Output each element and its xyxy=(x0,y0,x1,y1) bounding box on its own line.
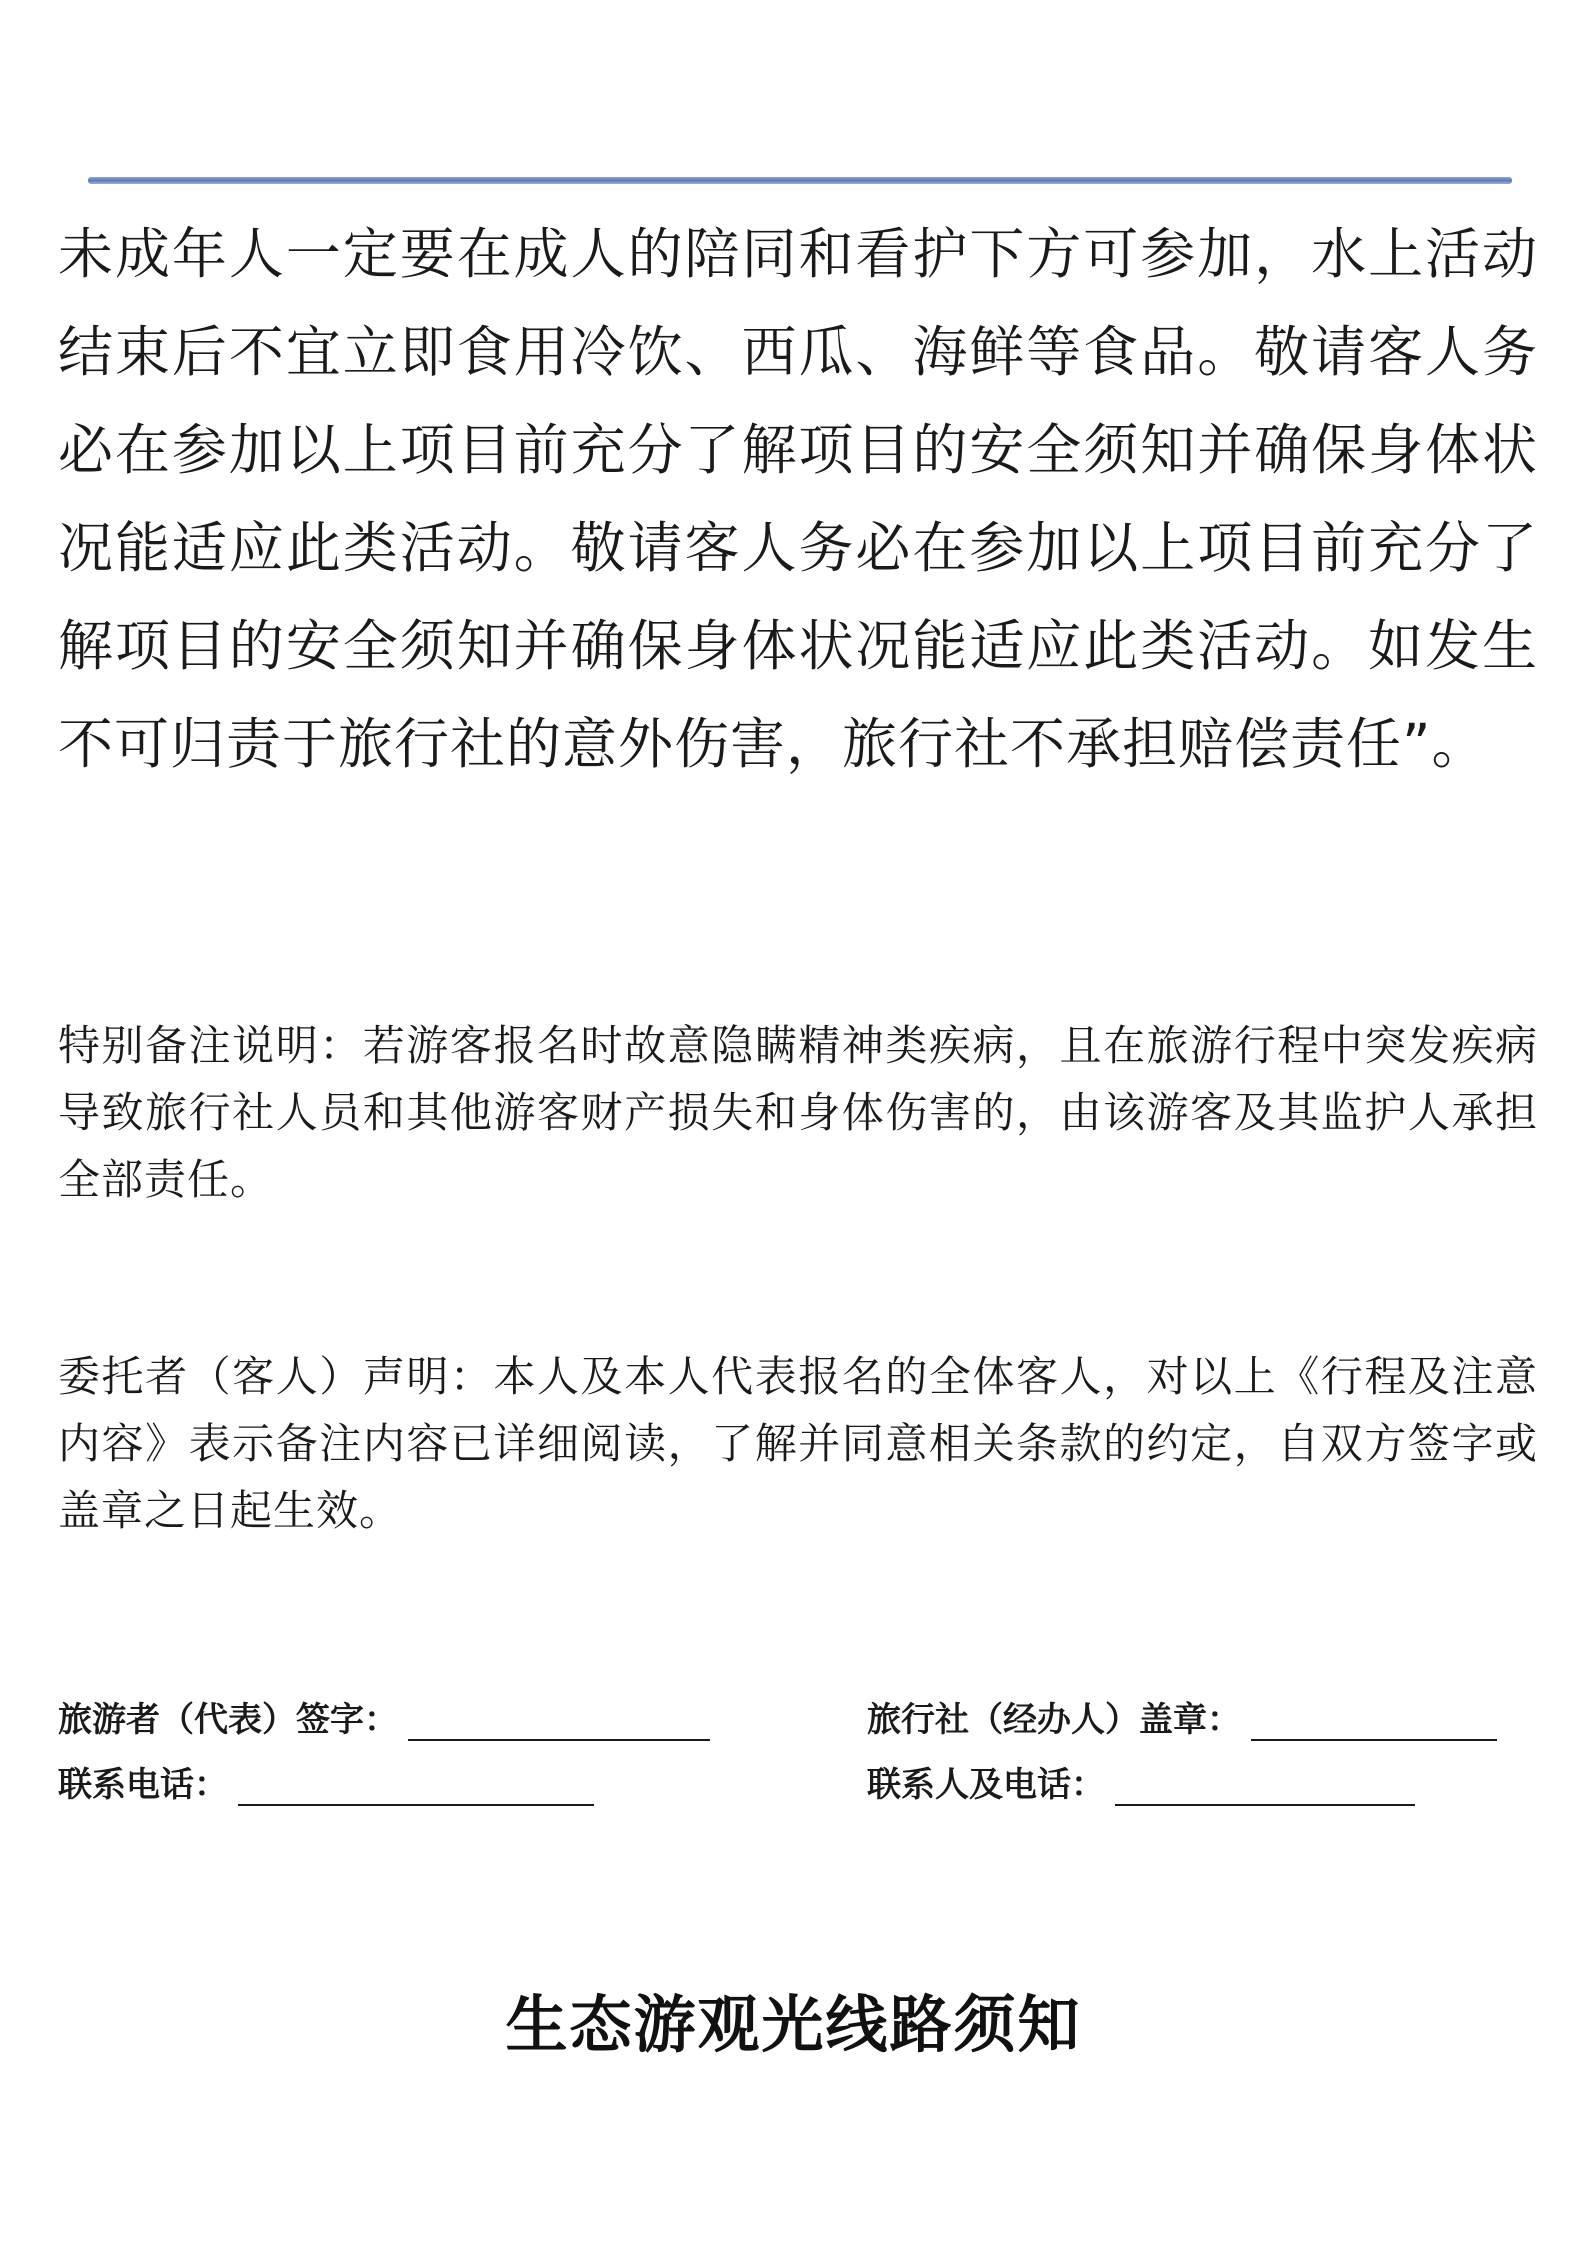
tourist-signature-line[interactable] xyxy=(408,1701,710,1741)
agency-seal-label: 旅行社（经办人）盖章： xyxy=(867,1700,1241,1740)
special-note-paragraph: 特别备注说明：若游客报名时故意隐瞒精神类疾病，且在旅游行程中突发疾病导致旅行社人员和其他游客财产损失和身体伤害的，由该游客及其监护人承担全部责任。 xyxy=(58,1021,1538,1204)
client-declaration-paragraph: 委托者（客人）声明：本人及本人代表报名的全体客人，对以上《行程及注意内容》表示备注内容已详细阅读，了解并同意相关条款的约定，自双方签字或盖章之日起生效。 xyxy=(58,1352,1538,1535)
tourist-signature-label: 旅游者（代表）签字： xyxy=(58,1700,398,1740)
agency-contact-row xyxy=(867,1757,1415,1806)
agency-seal-row xyxy=(867,1692,1497,1741)
section-title: 生态游观光线路须知 xyxy=(505,1988,1082,2061)
tourist-phone-line[interactable] xyxy=(238,1766,594,1806)
tourist-phone-label: 联系电话： xyxy=(58,1765,228,1805)
safety-notice-paragraph: 未成年人一定要在成人的陪同和看护下方可参加，水上活动结束后不宜立即食用冷饮、西瓜、海鲜等食品。敬请客人务必在参加以上项目前充分了解项目的安全须知并确保身体状况能适应此类活动。敬请客人务必在参加以上项目前充分了解项目的安全须知并确保身体状况能适应此类活动。如发生不可归责于旅行社的意外伤害，旅行社不承担赔偿责任”。 xyxy=(58,222,1538,776)
tourist-signature-row xyxy=(58,1692,710,1741)
agency-contact-label: 联系人及电话： xyxy=(867,1765,1105,1805)
agency-seal-line[interactable] xyxy=(1251,1701,1497,1741)
top-divider-rule xyxy=(88,177,1512,184)
agency-contact-line[interactable] xyxy=(1115,1766,1415,1806)
tourist-phone-row xyxy=(58,1757,594,1806)
